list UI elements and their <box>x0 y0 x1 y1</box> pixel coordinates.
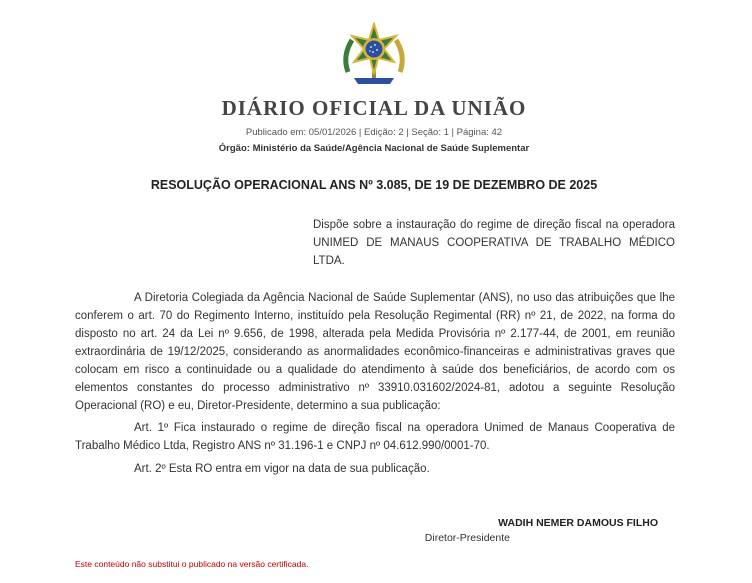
resolution-heading: RESOLUÇÃO OPERACIONAL ANS Nº 3.085, DE 19 DE DEZEMBRO DE 2025 <box>150 178 598 192</box>
article-1: Art. 1º Fica instaurado o regime de direção fiscal na operadora Unimed de Manaus Cooperativa de Trabalho Médico Ltda, Registro ANS nº 31.196-1 e CNPJ nº 04.612.990/0001-70. <box>75 422 675 452</box>
orgao-value: Ministério da Saúde/Agência Nacional de Saúde Suplementar <box>252 143 530 154</box>
article-2: Art. 2º Esta RO entra em vigor na data de sua publicação. <box>134 463 430 475</box>
signer-name: WADIH NEMER DAMOUS FILHO <box>498 517 658 529</box>
certification-disclaimer: Este conteúdo não substitui o publicado na versão certificada. <box>75 559 309 569</box>
ementa: Dispõe sobre a instauração do regime de direção fiscal na operadora UNIMED DE MANAUS COOPERATIVA DE TRABALHO MÉDICO LTDA. <box>313 219 675 267</box>
orgao-line <box>0 143 748 154</box>
document-body <box>75 289 675 478</box>
brazil-coat-of-arms-icon <box>338 22 410 88</box>
orgao-label: Órgão: <box>218 143 250 154</box>
preamble-paragraph: A Diretoria Colegiada da Agência Nacional de Saúde Suplementar (ANS), no uso das atribuições que lhe conferem o art. 70 do Regimento Interno, instituído pela Resolução Regimental (RR) nº 21, de 2022, na forma do disposto no art. 24 da Lei nº 9.656, de 1998, alterada pela Medida Provisória nº 2.177-44, de 2001, em reunião extraordinária de 19/12/2025, considerando as anormalidades econômico-financeiras e administrativas graves que colocam em risco a continuidade ou a qualidade do atendimento à saúde dos beneficiários, de acordo com os elementos constantes do processo administrativo nº 33910.031602/2024-81, adotou a seguinte Resolução Operacional (RO) e eu, Diretor-Presidente, determino a sua publicação: <box>75 292 675 412</box>
journal-title: DIÁRIO OFICIAL DA UNIÃO <box>221 96 527 120</box>
signer-role: Diretor-Presidente <box>424 532 510 544</box>
publication-meta: Publicado em: 05/01/2026 | Edição: 2 | Seção: 1 | Página: 42 <box>245 127 503 138</box>
